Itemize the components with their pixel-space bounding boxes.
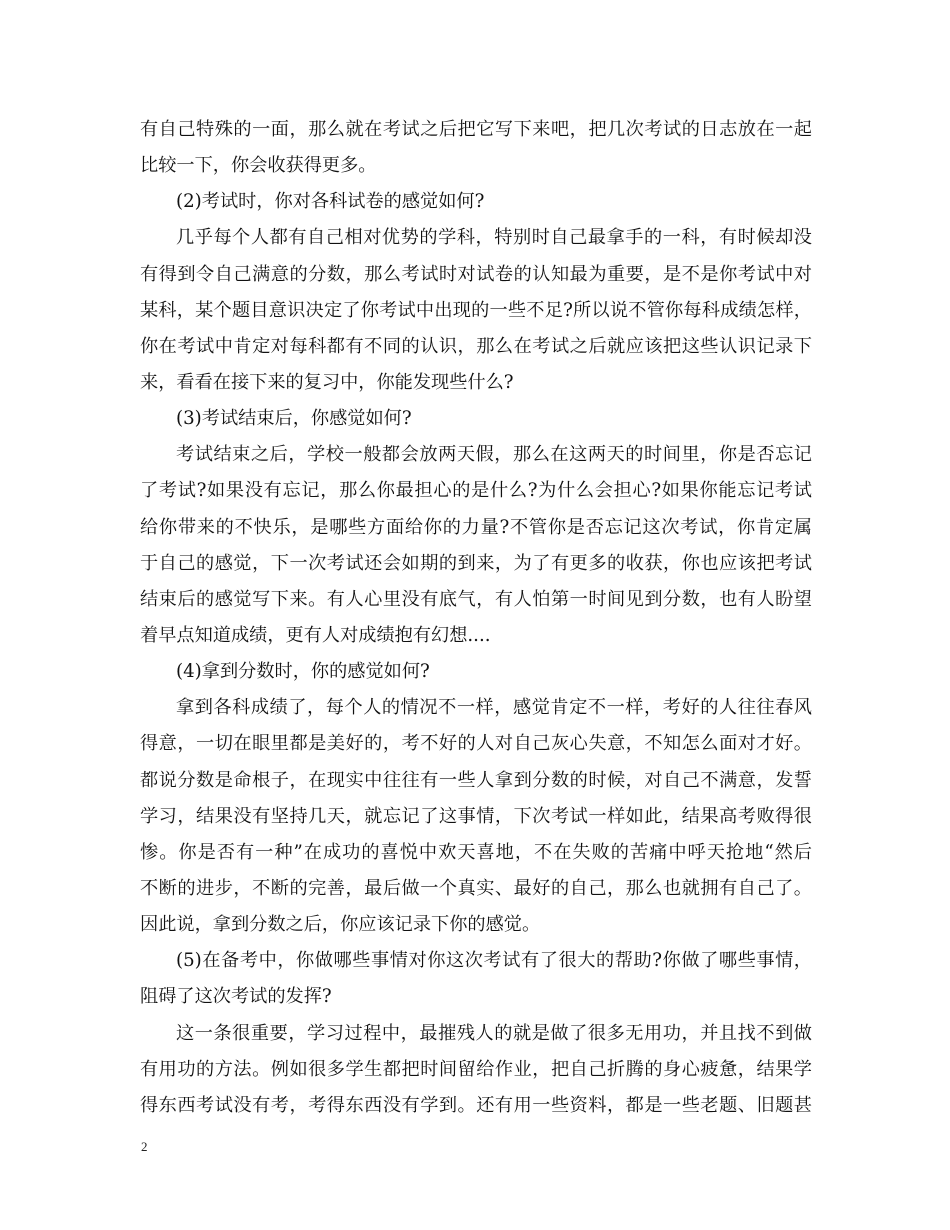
text-line: 拿到各科成绩了，每个人的情况不一样，感觉肯定不一样，考好的人往往春风 [176,697,812,719]
page-number: 2 [141,1139,148,1154]
text-line: 了考试?如果没有忘记，那么你最担心的是什么?为什么会担心?如果你能忘记考试 [140,480,812,502]
text-line: 比较一下，你会收获得更多。 [140,155,377,177]
text-line: 有得到令自己满意的分数，那么考试时对试卷的认知最为重要，是不是你考试中对 [140,263,812,285]
text-line: 有自己特殊的一面，那么就在考试之后把它写下来吧，把几次考试的日志放在一起 [140,119,812,140]
text-line: 得东西考试没有考，考得东西没有学到。还有用一些资料，都是一些老题、旧题甚 [140,1094,812,1116]
text-line: 某科，某个题目意识决定了你考试中出现的一些不足?所以说不管你每科成绩怎样， [140,299,812,321]
text-line: 有用功的方法。例如很多学生都把时间留给作业，把自己折腾的身心疲惫，结果学 [140,1058,812,1080]
text-line: 来，看看在接下来的复习中，你能发现些什么? [140,371,514,393]
text-line: (4)拿到分数时，你的感觉如何? [176,661,430,683]
text-line: 不断的进步，不断的完善，最后做一个真实、最好的自己，那么也就拥有自己了。 [140,877,812,899]
text-line: 得意，一切在眼里都是美好的，考不好的人对自己灰心失意，不知怎么面对才好。 [140,733,812,755]
text-line: (2)考试时，你对各科试卷的感觉如何? [176,191,485,213]
text-line: 于自己的感觉，下一次考试还会如期的到来，为了有更多的收获，你也应该把考试 [140,552,812,574]
text-line: 给你带来的不快乐，是哪些方面给你的力量?不管你是否忘记这次考试，你肯定属 [140,516,812,538]
text-line: 惨。你是否有一种”在成功的喜悦中欢天喜地，不在失败的苦痛中呼天抢地“然后 [140,841,812,863]
text-line: 结束后的感觉写下来。有人心里没有底气，有人怕第一时间见到分数，也有人盼望 [140,588,812,610]
text-line: (3)考试结束后，你感觉如何? [176,408,412,430]
text-line: 这一条很重要，学习过程中，最摧残人的就是做了很多无用功，并且找不到做 [176,1022,812,1044]
text-line: 几乎每个人都有自己相对优势的学科，特别时自己最拿手的一科，有时候却没 [176,227,812,249]
text-line: 因此说，拿到分数之后，你应该记录下你的感觉。 [140,914,541,936]
text-line: (5)在备考中，你做哪些事情对你这次考试有了很大的帮助?你做了哪些事情， [176,950,812,972]
text-line: 学习，结果没有坚持几天，就忘记了这事情，下次考试一样如此，结果高考败得很 [140,805,812,827]
text-line: 你在考试中肯定对每科都有不同的认识，那么在考试之后就应该把这些认识记录下 [140,335,812,357]
text-line: 着早点知道成绩，更有人对成绩抱有幻想.... [140,624,491,646]
text-line: 都说分数是命根子，在现实中往往有一些人拿到分数的时候，对自己不满意，发誓 [140,769,812,791]
document-body [140,112,812,1124]
text-line: 考试结束之后，学校一般都会放两天假，那么在这两天的时间里，你是否忘记 [176,444,812,466]
text-line: 阻碍了这次考试的发挥? [140,986,332,1008]
